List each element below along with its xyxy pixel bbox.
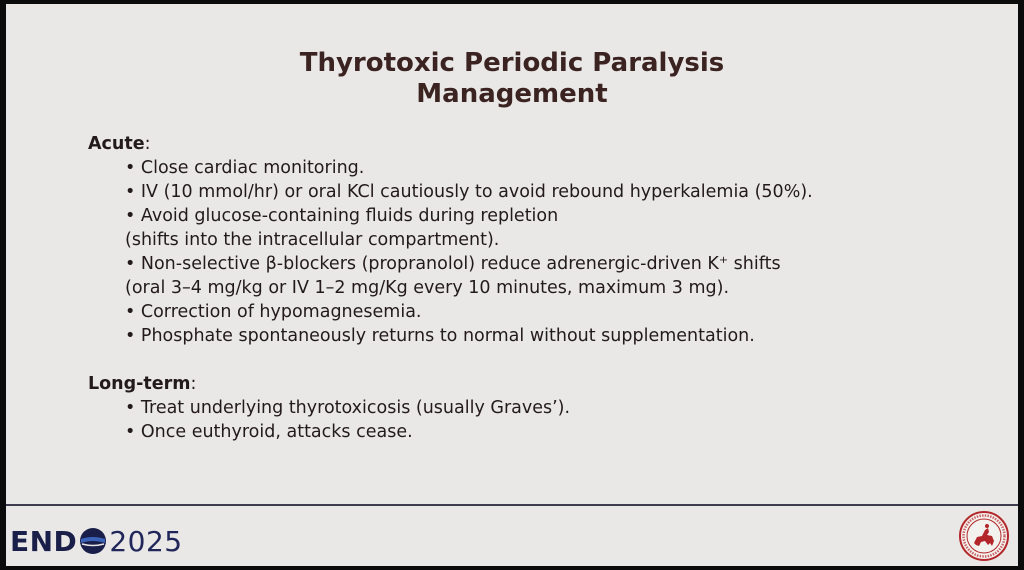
- acute-item-monitoring: • Close cardiac monitoring.: [125, 158, 365, 178]
- longterm-item-treat-thyrotoxicosis: • Treat underlying thyrotoxicosis (usually Graves’).: [125, 398, 571, 418]
- longterm-item-euthyroid: • Once euthyroid, attacks cease.: [125, 422, 413, 442]
- logo-text-year: 2025: [109, 524, 183, 558]
- university-seal-icon: [958, 510, 1010, 562]
- slide-title: [6, 48, 1018, 110]
- acute-item-phosphate: • Phosphate spontaneously returns to normal without supplementation.: [125, 326, 755, 346]
- section-spacer: [88, 348, 988, 372]
- endo-2025-logo: [10, 524, 183, 558]
- acute-item-glucose: • Avoid glucose-containing fluids during repletion: [125, 206, 559, 226]
- acute-heading: [88, 132, 988, 156]
- slide: [6, 4, 1018, 566]
- acute-item-glucose-continuation: (shifts into the intracellular compartment).: [125, 230, 500, 250]
- longterm-heading-text: Long-term: [88, 374, 191, 394]
- footer-divider: [6, 504, 1018, 506]
- acute-item-magnesium: • Correction of hypomagnesemia.: [125, 302, 422, 322]
- acute-item-potassium: • IV (10 mmol/hr) or oral KCl cautiously to avoid rebound hyperkalemia (50%).: [125, 182, 813, 202]
- acute-heading-colon: :: [144, 134, 151, 154]
- logo-text-prefix: END: [10, 524, 78, 558]
- acute-item-beta-blockers-continuation: (oral 3–4 mg/kg or IV 1–2 mg/Kg every 10 minutes, maximum 3 mg).: [125, 278, 730, 298]
- acute-heading-text: Acute: [88, 134, 145, 154]
- slide-title-line-1: Thyrotoxic Periodic Paralysis: [299, 48, 725, 78]
- acute-item-beta-blockers: • Non-selective β-blockers (propranolol) reduce adrenergic-driven K⁺ shifts: [125, 254, 781, 274]
- longterm-heading-colon: :: [190, 374, 197, 394]
- globe-logo-icon: [78, 526, 108, 556]
- longterm-heading: [88, 372, 988, 396]
- slide-title-line-2: Management: [416, 79, 608, 109]
- slide-body: [88, 132, 988, 444]
